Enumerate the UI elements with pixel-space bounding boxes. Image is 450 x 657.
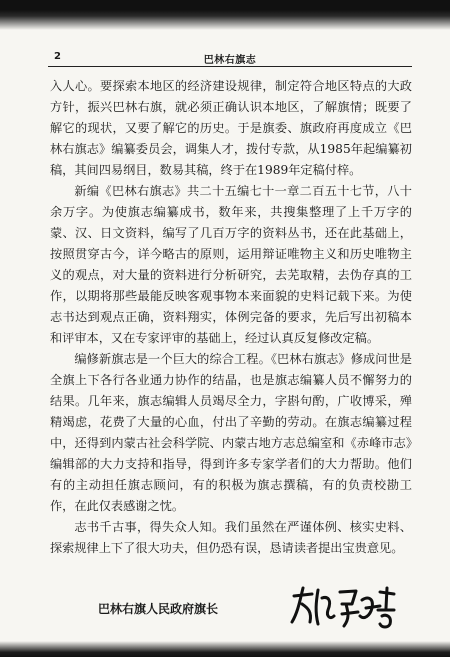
signatory-title: 巴林右旗人民政府旗长 — [98, 602, 219, 616]
running-header — [48, 50, 412, 67]
handwritten-signature — [288, 582, 398, 630]
paragraph-compilation: 新编《巴林右旗志》共二十五编七十一章二百五十七节，八十余万字。为使旗志编纂成书，数年来，共搜集整理了上千万字的蒙、汉、日文资料，编写了几百万字的资料丛书，还在此基础上，按照贯穿古今，详今略古的原则，运用辩证唯物主义和历史唯物主义的观点，对大量的资料进行分析研究，去芜取精，去伪存真的工作，以期将那些最能反映客观事物本来面貌的史料记载下来。为使志书达到观点正确，资料翔实，体例完备的要求，先后写出初稿本和评审本，又在专家评审的基础上，经过认真反复修改定稿。 — [50, 184, 412, 345]
paragraph-continuation: 入人心。要探索本地区的经济建设规律，制定符合地区特点的大政方针，振兴巴林右旗，就必须正确认识本地区，了解旗情；既要了解它的现状，又要了解它的历史。于是旗委、旗政府再度成立《巴林右旗志》编纂委员会，调集人才，拨付专款，从1985年起编纂初稿，其间四易纲目，数易其稿，终于在1989年定稿付梓。 — [50, 79, 412, 177]
signature-block — [98, 592, 412, 632]
paragraph-acknowledgements: 编修新旗志是一个巨大的综合工程。《巴林右旗志》修成问世是全旗上下各行各业通力协作的结晶，也是旗志编纂人员不懈努力的结果。几年来，旗志编辑人员竭尽全力，字斟句酌，广收博采，殚精竭虑，花费了大量的心血，付出了辛勤的劳动。在旗志编纂过程中，还得到内蒙古社会科学院、内蒙古地方志总编室和《赤峰市志》编辑部的大力支持和指导，得到许多专家学者们的大力帮助。他们有的主动担任旗志顾问，有的积极为旗志撰稿，有的负责校勘工作，在此仅表感谢之忱。 — [50, 352, 412, 513]
preface-body — [50, 76, 412, 559]
page-number: 2 — [54, 51, 61, 62]
paragraph-closing: 志书千古事，得失众人知。我们虽然在严谨体例、核实史料、探索规律上下了很大功夫，但仍恐有误，恳请读者提出宝贵意见。 — [50, 520, 412, 555]
header-title: 巴林右旗志 — [203, 55, 257, 66]
